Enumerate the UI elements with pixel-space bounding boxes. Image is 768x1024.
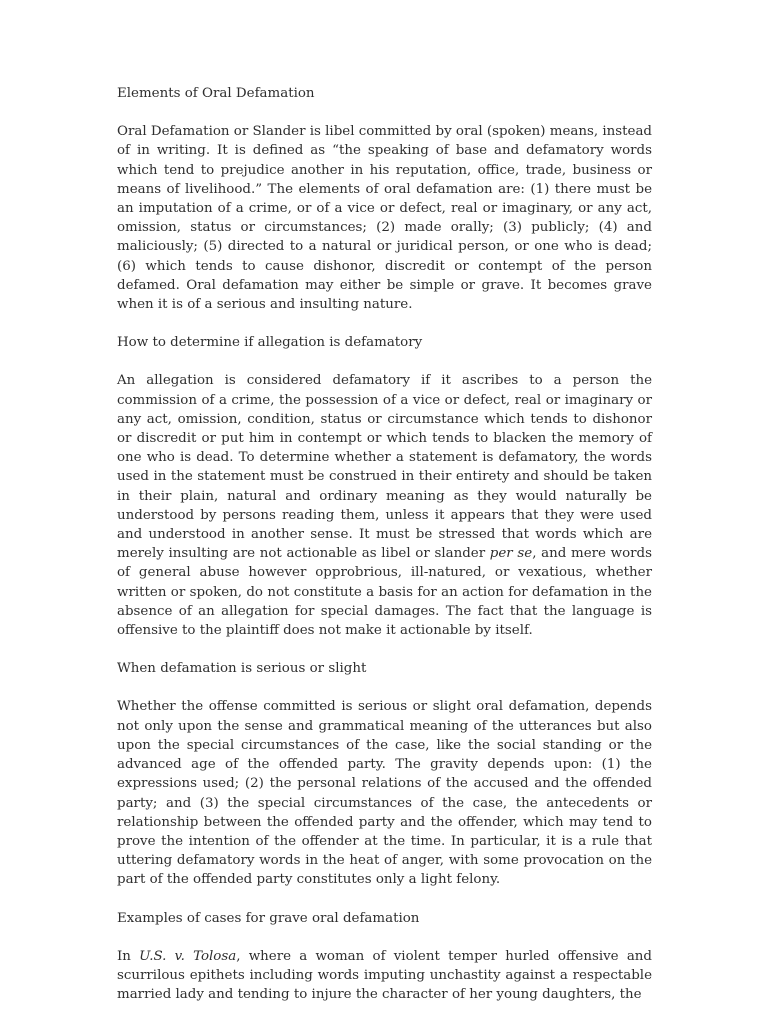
document-page	[117, 84, 652, 1023]
paragraph-text-segment: An allegation is considered defamatory if it ascribes to a person the commission of a crime, the possession of a vice or defect, real or imaginary or any act, omission, condition, status or circumstance which tends to dishonor or discredit or put him in contempt or which tends to blacken the memory of one who is dead. To determine whether a statement is defamatory, the words used in the statement must be construed in their entirety and should be taken in their plain, natural and ordinary meaning as they would naturally be understood by persons reading them, unless it appears that they were used and understood in another sense. It must be stressed that words which are merely insulting are not actionable as libel or slander	[117, 373, 652, 562]
case-citation-us-v-tolosa: U.S. v. Tolosa	[139, 948, 237, 964]
section-paragraph-serious-or-slight: Whether the offense committed is serious or slight oral defamation, depends not only upon the sense and grammatical meaning of the utterances but also upon the special circumstances of the case, like the social standing or the advanced age of the offended party. The gravity depends upon: (1) the expressions used; (2) the personal relations of the accused and the offended party; and (3) the special circumstances of the case, the antecedents or relationship between the offended party and the offender, which may tend to prove the intention of the offender at the time. In particular, it is a rule that uttering defamatory words in the heat of anger, with some provocation on the part of the offended party constitutes only a light felony.	[117, 699, 652, 888]
latin-term-per-se: per se	[489, 546, 533, 562]
section-heading-serious-or-slight: When defamation is serious or slight	[117, 661, 367, 677]
paragraph-text-segment: In	[117, 948, 140, 964]
section-heading-elements: Elements of Oral Defamation	[117, 86, 315, 101]
paragraph-text-segment: , and mere words of general abuse however opprobrious, ill-natured, or vexatious, whether written or spoken, do not constitute a basis for an action for defamation in the absence of an allegation for special damages. The fact that the language is offensive to the plaintiff does not make it actionable by itself.	[117, 546, 652, 639]
section-paragraph-grave-examples	[117, 947, 652, 1005]
section-heading-grave-examples: Examples of cases for grave oral defamation	[117, 910, 420, 926]
section-paragraph-determine-defamatory	[117, 371, 652, 640]
paragraph-text-segment: , where a woman of violent temper hurled offensive and scurrilous epithets including words imputing unchastity against a respectable married lady and tending to injure the character of her young daughters, the	[117, 948, 653, 1003]
section-paragraph-elements: Oral Defamation or Slander is libel committed by oral (spoken) means, instead of in writing. It is defined as “the speaking of base and defamatory words which tend to prejudice another in his reputation, office, trade, business or means of livelihood.” The elements of oral defamation are: (1) there must be an imputation of a crime, or of a vice or defect, real or imaginary, or any act, omission, status or circumstances; (2) made orally; (3) publicly; (4) and maliciously; (5) directed to a natural or juridical person, or one who is dead; (6) which tends to cause dishonor, discredit or contempt of the person defamed. Oral defamation may either be simple or grave. It becomes grave when it is of a serious and insulting nature.	[117, 124, 652, 313]
section-heading-determine-defamatory: How to determine if allegation is defamatory	[117, 335, 423, 351]
